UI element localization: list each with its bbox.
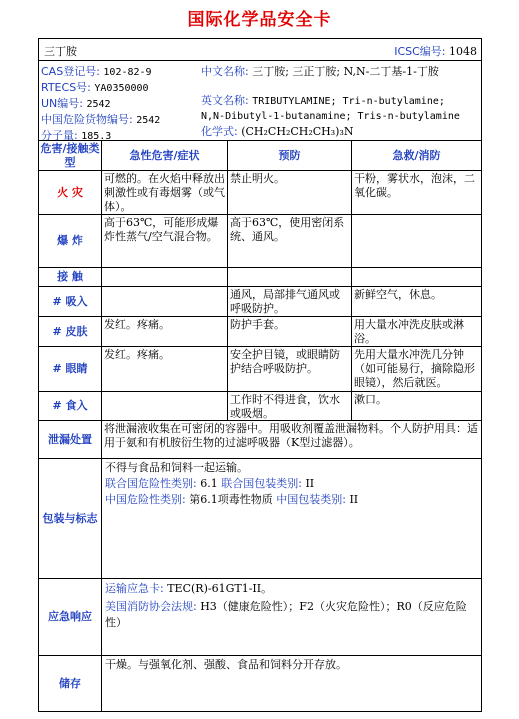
en-name-line [201, 93, 481, 109]
row-type-contact: 接 触 [39, 268, 102, 287]
skin-prevention: 防护手套。 [228, 317, 352, 347]
en-name-label: 英文名称: [201, 94, 249, 107]
emergency-card-label: 运输应急卡: [105, 582, 164, 595]
cn-danger-value: 2542 [136, 115, 161, 126]
un-value: 2542 [86, 99, 111, 110]
packaging-cn-line [105, 493, 478, 507]
contact-prevention [228, 268, 352, 287]
col-header-hazard: 急性危害/症状 [102, 141, 228, 171]
un-class-label: 联合国危险性类别: [105, 477, 197, 490]
cn-name-line [201, 64, 481, 79]
nfpa-label: 美国消防协会法规: [105, 600, 197, 613]
emergency-card-line [105, 581, 478, 597]
contact-hazard [102, 268, 228, 287]
row-type-eyes: # 眼睛 [39, 347, 102, 392]
row-type-ingestion: # 食入 [39, 392, 102, 421]
mw-label: 分子量: [41, 129, 78, 142]
icsc-label: ICSC编号: [394, 45, 446, 58]
un-pack-label: 联合国包装类别: [221, 477, 302, 490]
spill-label: 泄漏处置 [39, 421, 102, 459]
cas-label: CAS登记号: [41, 65, 100, 78]
cn-danger-line [41, 112, 201, 128]
ingestion-prevention: 工作时不得进食，饮水或吸烟。 [228, 392, 352, 421]
storage-label: 储存 [39, 656, 102, 711]
fire-hazard: 可燃的。在火焰中释放出刺激性或有毒烟雾（或气体）。 [102, 171, 228, 215]
icsc-number [394, 43, 477, 59]
en-name-value-2: N,N-Dibutyl-1-butanamine; Tris-n-butylamine [201, 111, 460, 122]
identification-block [39, 61, 481, 141]
rtecs-label: RTECS号: [41, 81, 91, 94]
un-label: UN编号: [41, 97, 83, 110]
cn-class-label: 中国危险性类别: [105, 493, 186, 506]
nfpa-value: H3（健康危险性）；F2（火灾危险性）；R0（反应危险性） [105, 600, 467, 629]
emergency-card-value: TEC(R)-61GT1-II。 [167, 582, 273, 595]
packaging-content [102, 459, 481, 579]
icsc-value: 1048 [449, 45, 477, 58]
cn-name-value: 三丁胺; 三正丁胺; N,N-二丁基-1-丁胺 [252, 65, 439, 78]
un-class-value: 6.1 [200, 477, 218, 490]
inhalation-hazard [102, 287, 228, 317]
cas-line [41, 64, 201, 80]
packaging-line1: 不得与食品和饲料一起运输。 [105, 461, 248, 474]
safety-card [38, 38, 482, 712]
ingestion-hazard [102, 392, 228, 421]
col-header-prevention: 预防 [228, 141, 352, 171]
cn-pack-value: II [349, 493, 359, 506]
col-header-first-aid: 急救/消防 [352, 141, 481, 171]
explosion-aid [352, 215, 481, 268]
rtecs-value: YA0350000 [94, 83, 149, 94]
cas-value: 102-82-9 [103, 67, 152, 78]
formula-value: (CH₂CH₂CH₂CH₃)₃N [241, 125, 354, 138]
formula-line [201, 124, 481, 139]
explosion-prevention: 高于63℃，使用密闭系统、通风。 [228, 215, 352, 268]
nfpa-line [105, 599, 478, 631]
emergency-content [102, 579, 481, 656]
inhalation-aid: 新鲜空气，休息。 [352, 287, 481, 317]
fire-prevention: 禁止明火。 [228, 171, 352, 215]
storage-text: 干燥。与强氧化剂、强酸、食品和饲料分开存放。 [105, 658, 347, 671]
spill-text: 将泄漏液收集在可密闭的容器中。用吸收剂覆盖泄漏物料。个人防护用具：适用于氨和有机胺衍生物的过滤呼吸器（K型过滤器）。 [102, 421, 481, 459]
rtecs-line [41, 80, 201, 96]
packaging-label: 包装与标志 [39, 459, 102, 579]
card-header [39, 39, 481, 61]
un-pack-value: II [305, 477, 315, 490]
skin-aid: 用大量水冲洗皮肤或淋浴。 [352, 317, 481, 347]
en-name-value-1: TRIBUTYLAMINE; Tri-n-butylamine; [252, 96, 445, 107]
inhalation-prevention: 通风，局部排气通风或呼吸防护。 [228, 287, 352, 317]
row-type-explosion: 爆 炸 [39, 215, 102, 268]
cn-name-label: 中文名称: [201, 65, 249, 78]
cn-class-value: 第6.1项毒性物质 [189, 493, 273, 506]
packaging-un-line [105, 477, 478, 491]
cn-danger-label: 中国危险货物编号: [41, 113, 133, 126]
card-title: 国际化学品安全卡 [187, 10, 332, 30]
un-line [41, 96, 201, 112]
ingestion-aid: 漱口。 [352, 392, 481, 421]
eyes-hazard: 发红。疼痛。 [102, 347, 228, 392]
emergency-label: 应急响应 [39, 579, 102, 656]
chemical-name: 三丁胺 [44, 45, 77, 58]
row-type-fire: 火 灾 [39, 171, 102, 215]
cn-pack-label: 中国包装类别: [276, 493, 346, 506]
formula-label: 化学式: [201, 125, 238, 138]
skin-hazard: 发红。疼痛。 [102, 317, 228, 347]
col-header-type: 危害/接触类型 [39, 141, 102, 171]
row-type-inhalation: # 吸入 [39, 287, 102, 317]
eyes-prevention: 安全护目镜，或眼睛防护结合呼吸防护。 [228, 347, 352, 392]
explosion-hazard: 高于63℃，可能形成爆炸性蒸气/空气混合物。 [102, 215, 228, 268]
contact-aid [352, 268, 481, 287]
row-type-skin: # 皮肤 [39, 317, 102, 347]
mw-value: 185.3 [81, 131, 112, 142]
eyes-aid: 先用大量水冲洗几分钟（如可能易行，摘除隐形眼镜），然后就医。 [352, 347, 481, 392]
fire-aid: 干粉，雾状水，泡沫，二氧化碳。 [352, 171, 481, 215]
